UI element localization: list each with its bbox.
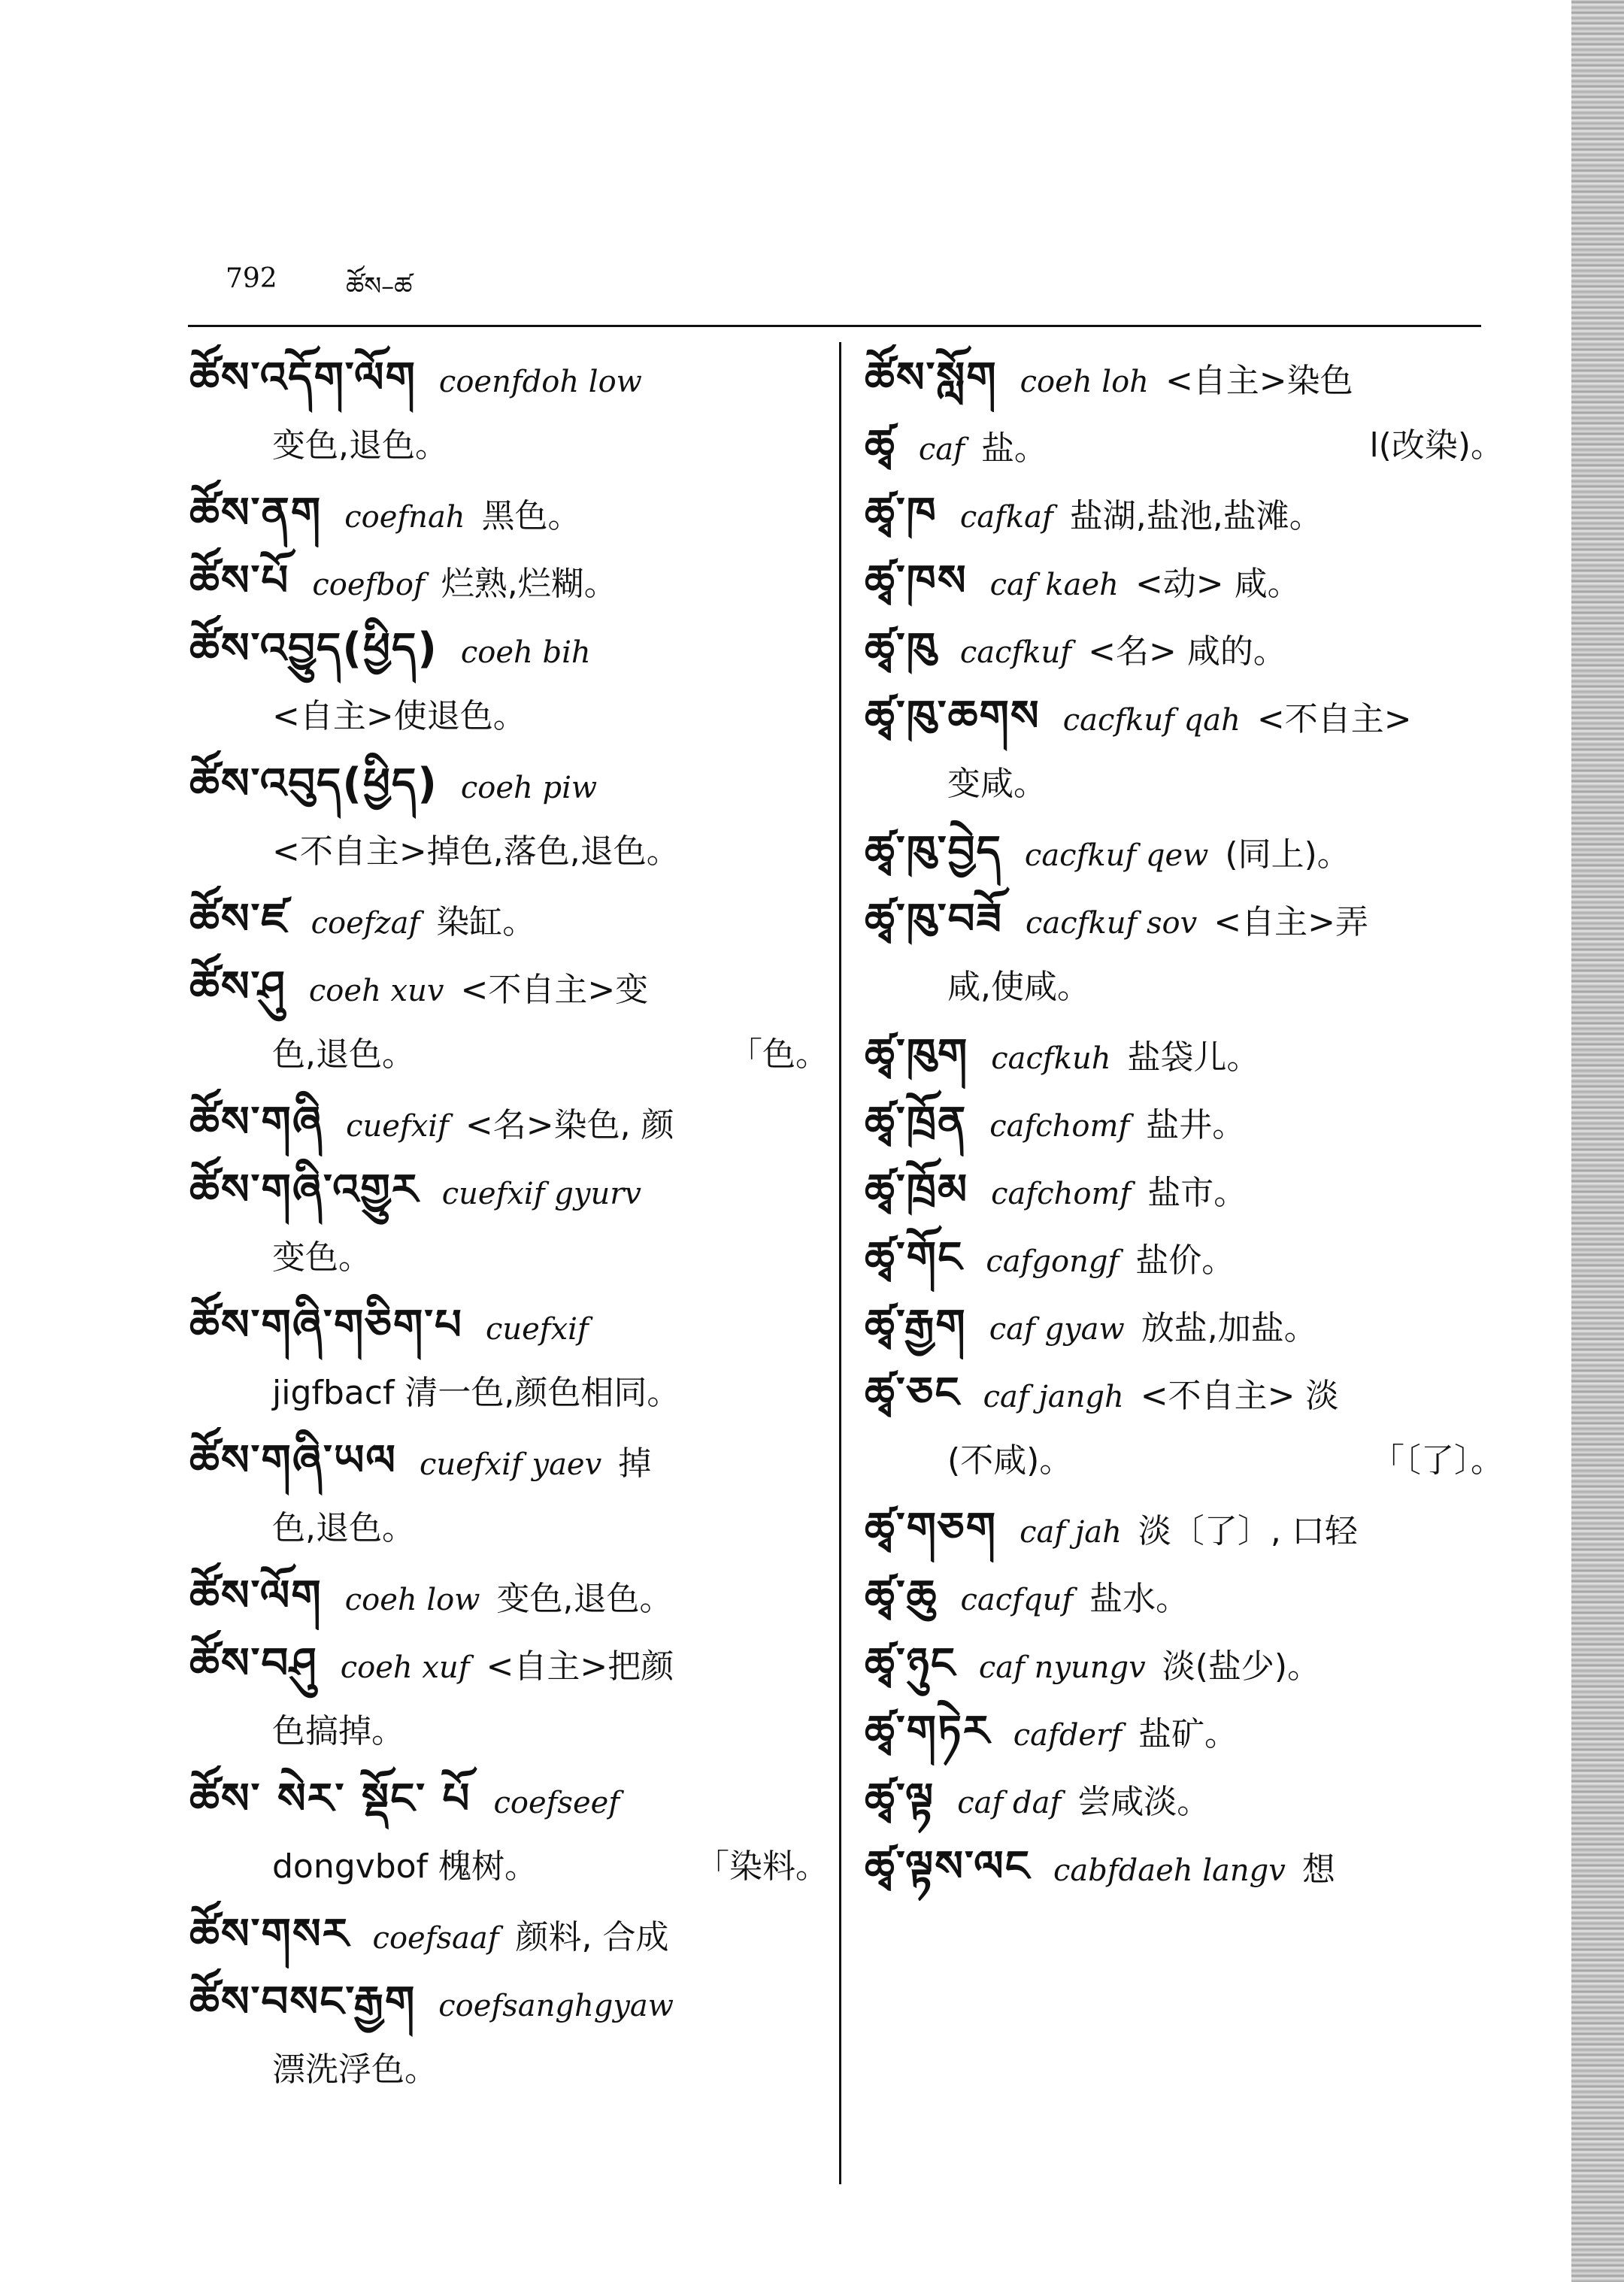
entry-romanization: caf kaeh: [989, 568, 1119, 602]
entry-gloss: <不自主> 淡: [1140, 1377, 1339, 1415]
entry-headword: ཚོས་གཞི: [189, 1098, 324, 1147]
entry-gloss: 盐袋儿。: [1127, 1038, 1260, 1077]
entry-continuation: 变色。: [272, 1238, 371, 1277]
entry-headword: ཚྭ་ཁ: [865, 489, 938, 538]
entry-gloss: 盐价。: [1135, 1241, 1235, 1280]
entry-side-note: 「色。: [729, 1035, 829, 1074]
dictionary-entry: [189, 1427, 829, 1562]
entry-continuation: 变咸。: [947, 765, 1047, 803]
column-rule: [839, 342, 841, 2184]
entry-headword: ཚོས་གཞི་གཅིག་པ: [189, 1301, 463, 1350]
entry-romanization: coeh low: [344, 1583, 480, 1617]
entry-gloss: <名>染色, 颜: [465, 1106, 674, 1144]
entry-gloss: <自主>把颜: [486, 1647, 674, 1686]
entry-headword: ཚོས་སློག: [865, 353, 998, 402]
dictionary-entry: [865, 1833, 1504, 1901]
entry-headword: ཚྭ་ཁུ་བྱེད: [865, 827, 1002, 876]
entry-continuation: 色,退色。: [272, 1035, 415, 1074]
dictionary-entry: [865, 1562, 1504, 1630]
dictionary-entry: [865, 547, 1504, 615]
dictionary-entry: [865, 1089, 1504, 1156]
entry-gloss: 盐矿。: [1138, 1715, 1238, 1753]
dictionary-entry: [865, 1224, 1504, 1292]
entry-romanization: caf jangh: [983, 1380, 1124, 1414]
dictionary-entry: [189, 480, 829, 547]
entry-continuation: <不自主>掉色,落色,退色。: [272, 832, 680, 871]
dictionary-entry: [865, 1021, 1504, 1089]
entry-romanization: cuefxif: [346, 1109, 449, 1144]
entry-romanization: caf daf: [957, 1786, 1062, 1820]
dictionary-entry: [865, 818, 1504, 886]
entry-gloss: (同上)。: [1225, 835, 1350, 874]
entry-gloss: <不自主>: [1256, 700, 1412, 738]
entry-headword: ཚྭ་ཁྲོན: [865, 1098, 968, 1147]
entry-gloss: 掉: [618, 1444, 652, 1483]
page-header: [226, 263, 1489, 308]
dictionary-entry: [189, 1765, 829, 1901]
entry-continuation: 漂洗浮色。: [272, 2050, 438, 2089]
entry-romanization: cacfkuf sov: [1026, 906, 1198, 941]
dictionary-entry: [189, 953, 829, 1089]
entry-continuation: 色,退色。: [272, 1509, 415, 1547]
dictionary-entry: [865, 1292, 1504, 1359]
dictionary-entry: [865, 1156, 1504, 1224]
dictionary-entry: [865, 1495, 1504, 1562]
entry-romanization: cafgongf: [986, 1244, 1120, 1279]
entry-headword: ཚྭ་ཁུ་ཆགས: [865, 692, 1041, 741]
entry-gloss: 放盐,加盐。: [1141, 1309, 1317, 1347]
entry-romanization: caf: [918, 432, 965, 467]
entry-continuation: 咸,使咸。: [947, 968, 1090, 1006]
dictionary-entry: [865, 344, 1504, 412]
entry-headword: ཚྭ་ཁུ: [865, 624, 938, 673]
entry-headword: ཚོས་ སེར་ སྡོང་ པོ: [189, 1774, 471, 1823]
entry-headword: ཚྭ: [865, 421, 896, 470]
entry-headword: ཚྭ་ཉུང: [865, 1639, 956, 1688]
entry-continuation: 色搞掉。: [272, 1712, 404, 1750]
dictionary-entry: [865, 615, 1504, 683]
entry-romanization: caf nyungv: [978, 1650, 1146, 1685]
entry-gloss: <自主>染色: [1165, 362, 1353, 400]
entry-romanization: cacfquf: [960, 1583, 1074, 1617]
entry-gloss: 变色,退色。: [496, 1580, 673, 1618]
entry-headword: ཚོས་བཤུ: [189, 1639, 318, 1688]
dictionary-entry: [189, 1089, 829, 1156]
entry-romanization: coefnah: [344, 500, 465, 535]
entry-gloss: 盐井。: [1146, 1106, 1246, 1144]
dictionary-entry: [865, 886, 1504, 1021]
entry-romanization: cafkaf: [959, 500, 1053, 535]
dictionary-entry: [865, 1630, 1504, 1698]
entry-continuation: jigfbacf 清一色,颜色相同。: [272, 1374, 680, 1412]
entry-romanization: cuefxif yaev: [419, 1447, 602, 1482]
entry-gloss: <不自主>变: [460, 971, 649, 1009]
entry-continuation: dongvbof 槐树。: [272, 1847, 538, 1886]
entry-headword: ཚྭ་ཁུ་བཟོ: [865, 895, 1004, 944]
entry-romanization: cuefxif gyurv: [441, 1177, 641, 1211]
entry-romanization: cacfkuf: [959, 635, 1072, 670]
entry-headword: ཚོས་འབུད(ཕྱིད): [189, 759, 438, 808]
entry-headword: ཚོས་གཞི་ཡལ: [189, 1436, 397, 1485]
entry-headword: ཚོས་བསང་རྒྱག: [189, 1977, 417, 2026]
entry-gloss: <名> 咸的。: [1088, 632, 1286, 671]
entry-headword: ཚོས་པོ: [189, 556, 290, 605]
entry-continuation: (不咸)。: [947, 1441, 1073, 1480]
scan-edge: [1571, 0, 1624, 2282]
entry-side-note: l(改染)。: [1369, 426, 1504, 465]
dictionary-entry: [189, 1292, 829, 1427]
entry-gloss: 想: [1301, 1850, 1335, 1889]
header-rule: [188, 325, 1481, 327]
dictionary-entry: [189, 1630, 829, 1765]
entry-headword: ཚོས་ལོག: [189, 1571, 323, 1620]
entry-romanization: caf jah: [1020, 1515, 1122, 1550]
entry-romanization: cabfdaeh langv: [1053, 1853, 1286, 1888]
entry-romanization: coeh xuv: [308, 974, 444, 1008]
dictionary-entry: [189, 547, 829, 615]
entry-headword: ཚྭ་གོང: [865, 1233, 964, 1282]
entry-side-note: 「〔了〕。: [1371, 1441, 1504, 1480]
entry-headword: ཚོས་འདོག་ལོག: [189, 353, 417, 402]
dictionary-entry: [189, 344, 829, 480]
entry-romanization: coefsaaf: [372, 1921, 499, 1956]
entry-headword: ཚོས་ཤུ: [189, 962, 286, 1011]
dictionary-entry: [189, 1901, 829, 1968]
entry-headword: ཚོས་གཞི་འགྱུར: [189, 1165, 420, 1214]
entry-romanization: coefseef: [493, 1786, 620, 1820]
left-column: [189, 344, 829, 2194]
entry-headword: ཚྭ་ཆུ: [865, 1571, 938, 1620]
dictionary-entry: [189, 886, 829, 953]
dictionary-entry: [865, 1698, 1504, 1765]
dictionary-entry: [865, 1359, 1504, 1495]
entry-headword: ཚྭ་ཁུག: [865, 1030, 969, 1079]
dictionary-entry: [189, 1156, 829, 1292]
entry-gloss: <动> 咸。: [1135, 565, 1301, 603]
entry-headword: ཚྭ་གཏེར: [865, 1707, 991, 1756]
entry-headword: ཚྭ་ཁྲོམ: [865, 1165, 969, 1214]
entry-headword: ཚོས་འབྱུད(ཕྱིད): [189, 624, 438, 673]
entry-gloss: 盐市。: [1147, 1174, 1247, 1212]
entry-headword: ཚོས་ནག: [189, 489, 323, 538]
entry-gloss: 盐湖,盐池,盐滩。: [1069, 497, 1323, 535]
dictionary-entry: [865, 683, 1504, 818]
page-number: 792: [226, 263, 277, 294]
entry-romanization: cacfkuh: [991, 1041, 1111, 1076]
entry-romanization: coenfdoh low: [438, 365, 642, 399]
entry-romanization: cafchomf: [991, 1177, 1132, 1211]
entry-headword: ཚོས་གསར: [189, 1910, 350, 1959]
entry-romanization: coefzaf: [311, 906, 420, 941]
dictionary-entry: [189, 615, 829, 750]
right-column: [865, 344, 1504, 2194]
dictionary-entry: [865, 1765, 1504, 1833]
entry-headword: ཚྭ་ལྟ: [865, 1774, 935, 1823]
entry-gloss: 淡(盐少)。: [1162, 1647, 1321, 1686]
entry-romanization: cacfkuf qah: [1062, 703, 1241, 738]
entry-gloss: <自主>弄: [1213, 903, 1368, 941]
entry-continuation: 变色,退色。: [272, 426, 448, 465]
entry-continuation: <自主>使退色。: [272, 697, 526, 735]
entry-gloss: 黑色。: [481, 497, 581, 535]
entry-gloss: 烂熟,烂糊。: [441, 565, 617, 603]
entry-headword: ཚྭ་ལྟས་ལང: [865, 1842, 1031, 1891]
entry-side-note: 「染料。: [696, 1847, 829, 1886]
entry-gloss: 染缸。: [436, 903, 536, 941]
entry-romanization: caf gyaw: [989, 1312, 1125, 1347]
dictionary-entry: [189, 750, 829, 886]
entry-romanization: coeh bih: [460, 635, 591, 670]
entry-romanization: coeh piw: [460, 771, 598, 805]
entry-headword: ཚྭ་ཁས: [865, 556, 968, 605]
entry-gloss: 淡〔了〕, 口轻: [1138, 1512, 1358, 1550]
entry-romanization: coefsanghgyaw: [438, 1989, 674, 2023]
running-head: ཚོས–ཚ: [346, 271, 413, 302]
entry-romanization: cacfkuf qew: [1024, 838, 1209, 873]
dictionary-entry: [189, 1562, 829, 1630]
entry-romanization: coeh xuf: [340, 1650, 470, 1685]
entry-headword: ཚྭ་རྒྱག: [865, 1301, 967, 1350]
entry-headword: ཚྭ་ཅང: [865, 1368, 961, 1417]
entry-gloss: 盐。: [980, 429, 1047, 468]
entry-romanization: cuefxif: [485, 1312, 589, 1347]
entry-headword: ཚྭ་གཅག: [865, 1504, 998, 1553]
entry-romanization: cafchomf: [989, 1109, 1130, 1144]
entry-headword: ཚོས་ཛ: [189, 895, 289, 944]
entry-gloss: 尝咸淡。: [1077, 1783, 1210, 1821]
entry-romanization: coefbof: [312, 568, 425, 602]
entry-romanization: cafderf: [1013, 1718, 1123, 1753]
entry-gloss: 盐水。: [1089, 1580, 1189, 1618]
dictionary-entry: [865, 480, 1504, 547]
dictionary-entry: [189, 1968, 829, 2104]
entry-romanization: coeh loh: [1020, 365, 1149, 399]
entry-gloss: 颜料, 合成: [515, 1918, 669, 1956]
dictionary-entry: [865, 412, 1504, 480]
